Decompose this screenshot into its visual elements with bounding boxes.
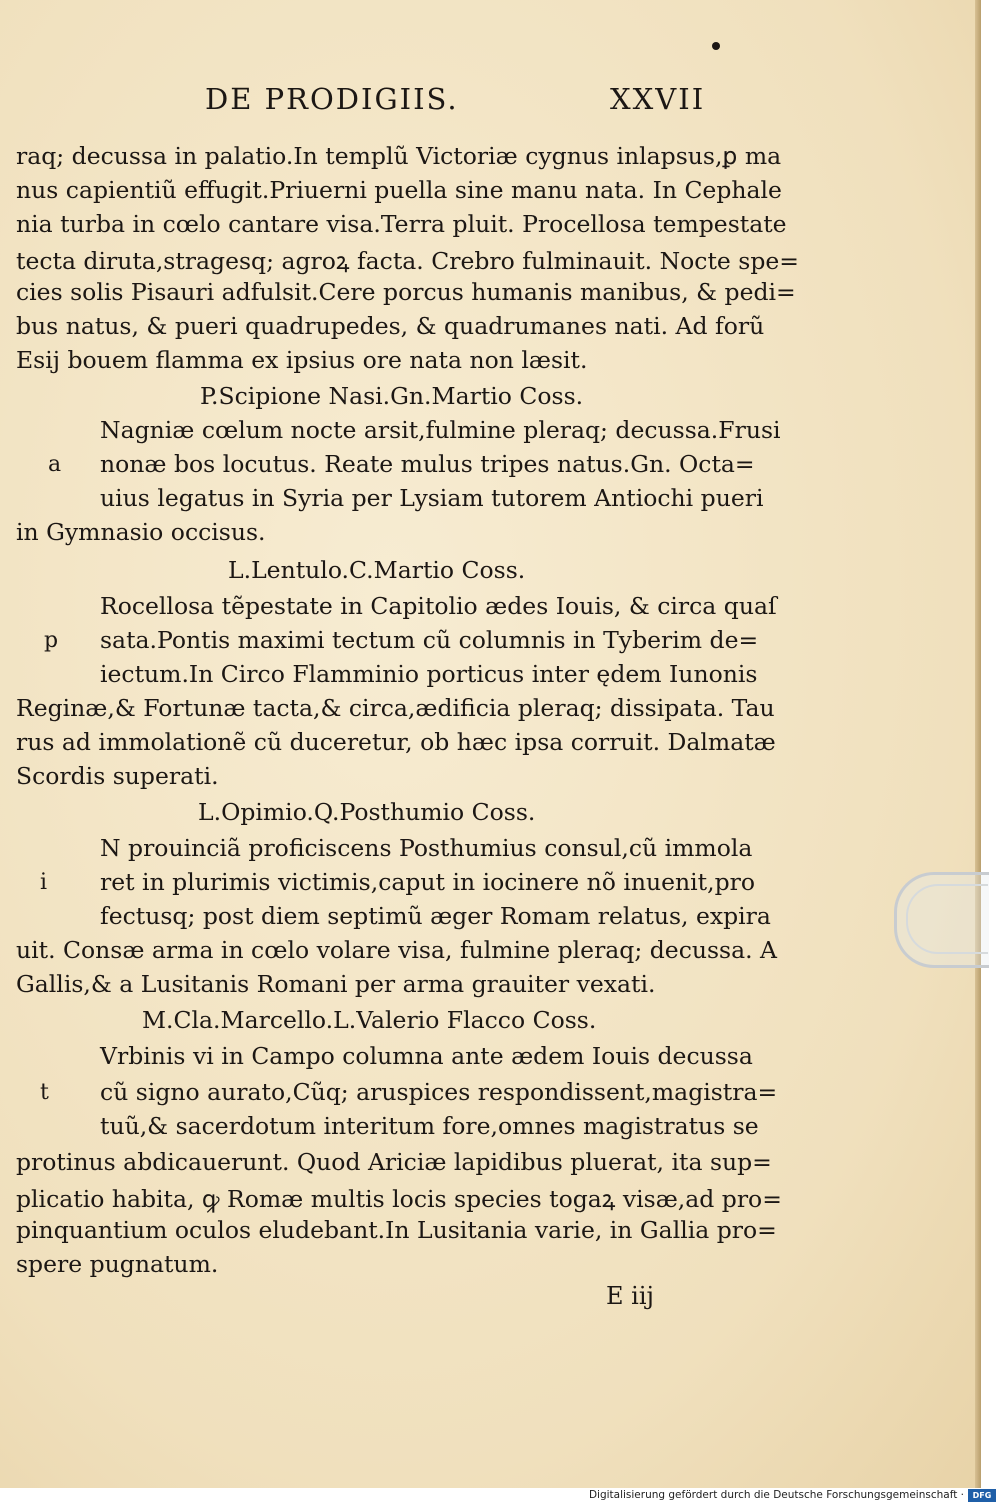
text-line: Reginæ,& Fortunæ tacta,& circa,ædificia pleraq; dissipata. Tau (16, 694, 775, 722)
text-line: Rocellosa tẽpestate in Capitolio ædes Iouis, & circa quaſ (100, 592, 777, 620)
section-heading: L.Lentulo.C.Martio Coss. (228, 556, 526, 584)
text-line: bus natus, & pueri quadrupedes, & quadrumanes nati. Ad forũ (16, 312, 765, 340)
running-head: DE PRODIGIIS. (205, 82, 459, 116)
dfg-logo: DFG (968, 1489, 996, 1502)
text-line: Esij bouem flamma ex ipsius ore nata non læsit. (16, 346, 588, 374)
text-line: pinquantium oculos eludebant.In Lusitania varie, in Gallia pro= (16, 1216, 777, 1244)
funding-credit: Digitalisierung gefördert durch die Deutsche Forschungsgemeinschaft · (588, 1489, 964, 1501)
section-heading: M.Cla.Marcello.L.Valerio Flacco Coss. (142, 1006, 597, 1034)
text-line: protinus abdicauerunt. Quod Ariciæ lapidibus pluerat, ita sup= (16, 1148, 772, 1176)
text-line: nonæ bos locutus. Reate mulus tripes natus.Gn. Octa= (100, 450, 755, 478)
text-line: spere pugnatum. (16, 1250, 219, 1278)
ink-dot (712, 42, 720, 50)
text-line: ret in plurimis victimis,caput in iocinere nõ inuenit,pro (100, 868, 756, 896)
text-line: fectusq; post diem septimũ æger Romam relatus, expira (100, 902, 771, 930)
folio-number: XXVII (610, 82, 706, 116)
text-line: Gallis,& a Lusitanis Romani per arma grauiter vexati. (16, 970, 656, 998)
signature-mark: E iij (606, 1282, 654, 1310)
text-line: sata.Pontis maximi tectum cũ columnis in Tyberim de= (100, 626, 759, 654)
text-line: Scordis superati. (16, 762, 219, 790)
margin-letter: p (44, 628, 59, 653)
text-line: iectum.In Circo Flamminio porticus inter ędem Iunonis (100, 660, 758, 688)
text-line: Vrbinis vi in Campo columna ante ædem Iouis decussa (100, 1042, 753, 1070)
margin-letter: a (48, 452, 62, 477)
text-line: N prouinciã proficiscens Posthumius consul,cũ immola (100, 834, 753, 862)
text-line: nia turba in cœlo cantare visa.Terra pluit. Procellosa tempestate (16, 210, 787, 238)
paper-clip-inner (906, 884, 988, 954)
text-line: plicatio habita, ꝙ Romæ multis locis species togaꝝ visæ,ad pro= (16, 1185, 782, 1213)
text-line: raq; decussa in palatio.In templũ Victoriæ cygnus inlapsus,ꝑ ma (16, 142, 782, 170)
text-line: tecta diruta,stragesq; agroꝝ facta. Crebro fulminauit. Nocte spe= (16, 247, 799, 275)
section-heading: L.Opimio.Q.Posthumio Coss. (198, 798, 536, 826)
margin-letter: t (40, 1080, 49, 1105)
text-line: tuũ,& sacerdotum interitum fore,omnes magistratus se (100, 1112, 759, 1140)
margin-letter: i (40, 870, 48, 895)
text-line: rus ad immolationẽ cũ duceretur, ob hæc ipsa corruit. Dalmatæ (16, 728, 776, 756)
text-line: in Gymnasio occisus. (16, 518, 266, 546)
text-line: nus capientiũ effugit.Priuerni puella sine manu nata. In Cephale (16, 176, 782, 204)
page-edge (975, 0, 981, 1488)
text-line: cies solis Pisauri adfulsit.Cere porcus humanis manibus, & pedi= (16, 278, 796, 306)
text-line: cũ signo aurato,Cũq; aruspices respondissent,magistra= (100, 1078, 778, 1106)
text-line: Nagniæ cœlum nocte arsit,fulmine pleraq; decussa.Frusi (100, 416, 781, 444)
text-line: uit. Consæ arma in cœlo volare visa, fulmine pleraq; decussa. A (16, 936, 778, 964)
text-line: uius legatus in Syria per Lysiam tutorem Antiochi pueri (100, 484, 764, 512)
section-heading: P.Scipione Nasi.Gn.Martio Coss. (200, 382, 584, 410)
